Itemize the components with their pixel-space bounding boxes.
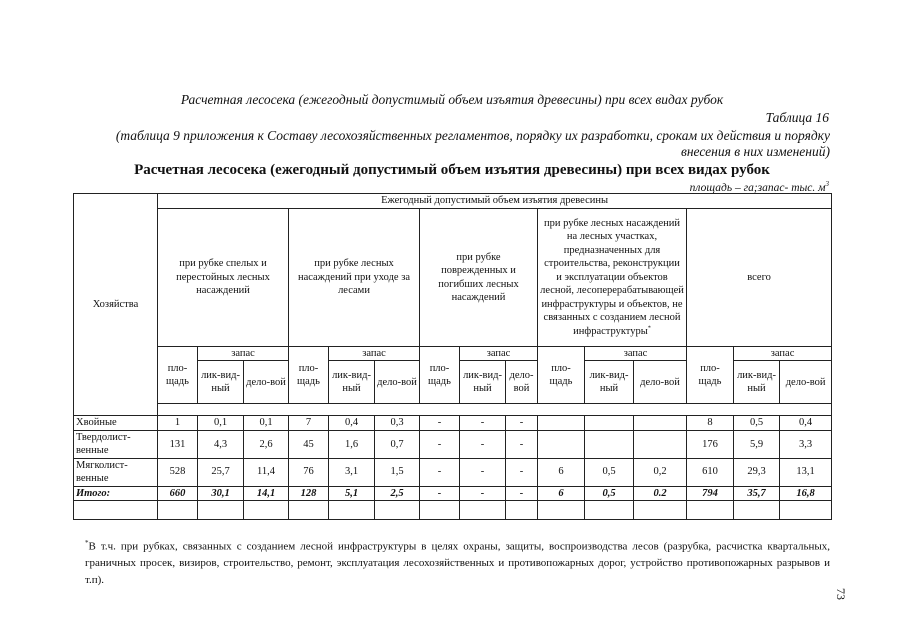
table-cell: 7 [289, 416, 329, 430]
sub-liquid: лик-вид-ный [460, 361, 506, 404]
table-row [74, 416, 832, 430]
empty-cell [375, 501, 420, 520]
empty-cell [734, 501, 780, 520]
row-name: Твердолист-венные [74, 430, 158, 458]
empty-cell [74, 501, 158, 520]
empty-cell [687, 501, 734, 520]
table-cell: 6 [538, 486, 585, 500]
group-infrastructure-header [538, 209, 687, 347]
footnote-ref: * [647, 325, 651, 332]
header-note: (таблица 9 приложения к Составу лесохозяйственных регламентов, порядку их разработки, срокам их действия и порядку внесения в них изменений) [115, 128, 830, 159]
table-cell: - [460, 430, 506, 458]
table-cell: 610 [687, 458, 734, 486]
table-cell [585, 416, 634, 430]
group-infrastructure-text: при рубке лесных насаждений на лесных участках, предназначенных для строительства, реконструкции и эксплуатации объектов лесной, лесоперерабатывающей инфраструктуры и объектов, не связанных с созданием лесной инфраструктуры [540, 218, 684, 337]
table-cell: 5,9 [734, 430, 780, 458]
table-cell: 176 [687, 430, 734, 458]
sub-business: дело-вой [244, 361, 289, 404]
table-cell: - [420, 416, 460, 430]
table-cell: 0.2 [634, 486, 687, 500]
table-cell: 14,1 [244, 486, 289, 500]
header-title: Расчетная лесосека (ежегодный допустимый объем изъятия древесины) при всех видах рубок [180, 92, 724, 107]
sub-area: пло-щадь [289, 347, 329, 404]
empty-cell [198, 501, 244, 520]
table-cell: 0,1 [244, 416, 289, 430]
sub-liquid: лик-вид-ный [734, 361, 780, 404]
table-cell: - [506, 416, 538, 430]
header-row-groups [74, 209, 832, 347]
main-title: Расчетная лесосека (ежегодный допустимый объем изъятия древесины) при всех видах рубок [134, 162, 770, 178]
group-mature-header: при рубке спелых и перестойных лесных насаждений [158, 209, 289, 347]
units-superscript: 3 [825, 180, 829, 188]
table-cell: 1,5 [375, 458, 420, 486]
table-cell [538, 430, 585, 458]
spacer-cell [158, 404, 832, 416]
sub-stock: запас [734, 347, 832, 361]
table-end-row [74, 501, 832, 520]
units-text: площадь – га;запас- тыс. м [689, 181, 826, 194]
table-cell: 0,2 [634, 458, 687, 486]
table-cell: 11,4 [244, 458, 289, 486]
table-cell: 0,3 [375, 416, 420, 430]
sub-liquid: лик-вид-ный [585, 361, 634, 404]
table-row [74, 430, 832, 458]
table-cell: 16,8 [780, 486, 832, 500]
empty-cell [420, 501, 460, 520]
table-cell: 0,5 [585, 486, 634, 500]
allowable-cut-table [73, 193, 832, 520]
sub-business: дело-вой [634, 361, 687, 404]
table-row [74, 458, 832, 486]
table-cell: 8 [687, 416, 734, 430]
table-cell: 131 [158, 430, 198, 458]
sub-area: пло-щадь [538, 347, 585, 404]
sub-business: дело-вой [375, 361, 420, 404]
row-name: Мягколист-венные [74, 458, 158, 486]
table-cell: 528 [158, 458, 198, 486]
table-cell: 3,1 [329, 458, 375, 486]
table-cell: 0,4 [780, 416, 832, 430]
sub-area: пло-щадь [687, 347, 734, 404]
table-cell [585, 430, 634, 458]
group-header: Ежегодный допустимый объем изъятия древесины [158, 194, 832, 209]
table-cell: 1,6 [329, 430, 375, 458]
footnote-text: В т.ч. при рубках, связанных с созданием лесной инфраструктуры в целях охраны, защиты, воспроизводства лесов (разрубка, расчистка квартальных, граничных просек, визиров, строительство, ремонт, эксплуатация лесохозяйственных и противопожарных дорог, устройство противопожарных разрывов и т.п). [85, 540, 830, 586]
empty-cell [634, 501, 687, 520]
table-cell: - [460, 458, 506, 486]
table-cell: 0,5 [585, 458, 634, 486]
table-cell: 4,3 [198, 430, 244, 458]
table-cell: 6 [538, 458, 585, 486]
empty-cell [158, 501, 198, 520]
table-cell: 35,7 [734, 486, 780, 500]
table-cell: 0,4 [329, 416, 375, 430]
table-cell: 0,5 [734, 416, 780, 430]
empty-cell [780, 501, 832, 520]
row-name: Хвойные [74, 416, 158, 430]
table-cell: 5,1 [329, 486, 375, 500]
row-name: Итого: [74, 486, 158, 500]
header-row-stock [74, 347, 832, 361]
empty-cell [289, 501, 329, 520]
group-care-header: при рубке лесных насаждений при уходе за лесами [289, 209, 420, 347]
header-row-group [74, 194, 832, 209]
table-cell: 25,7 [198, 458, 244, 486]
table-cell: - [460, 416, 506, 430]
total-row [74, 486, 832, 500]
header-spacer-row [74, 404, 832, 416]
table-cell: 1 [158, 416, 198, 430]
table-cell: 794 [687, 486, 734, 500]
group-total-header: всего [687, 209, 832, 347]
table-cell [538, 416, 585, 430]
empty-cell [460, 501, 506, 520]
table-cell [634, 416, 687, 430]
table-cell: 45 [289, 430, 329, 458]
sub-liquid: лик-вид-ный [198, 361, 244, 404]
table-cell: - [420, 430, 460, 458]
table-cell: - [506, 430, 538, 458]
sub-stock: запас [585, 347, 687, 361]
table-cell: 2,5 [375, 486, 420, 500]
group-damaged-header: при рубке поврежденных и погибших лесных насаждений [420, 209, 538, 347]
footnote-mark: * [85, 539, 89, 547]
table-cell: 660 [158, 486, 198, 500]
sub-stock: запас [460, 347, 538, 361]
table-cell: 2,6 [244, 430, 289, 458]
table-cell: 0,7 [375, 430, 420, 458]
sub-liquid: лик-вид-ный [329, 361, 375, 404]
table-cell: - [420, 486, 460, 500]
col-farm-header: Хозяйства [74, 194, 158, 416]
table-cell: 0,1 [198, 416, 244, 430]
table-cell: 29,3 [734, 458, 780, 486]
table-cell: 13,1 [780, 458, 832, 486]
table-number: Таблица 16 [765, 110, 829, 125]
table-cell: - [420, 458, 460, 486]
sub-business: дело-вой [780, 361, 832, 404]
empty-cell [506, 501, 538, 520]
table-cell: - [506, 486, 538, 500]
sub-business: дело-вой [506, 361, 538, 404]
page-number: 73 [834, 588, 848, 600]
sub-stock: запас [329, 347, 420, 361]
sub-area: пло-щадь [420, 347, 460, 404]
table-cell: - [506, 458, 538, 486]
table-cell: 3,3 [780, 430, 832, 458]
table-cell: 128 [289, 486, 329, 500]
empty-cell [244, 501, 289, 520]
sub-stock: запас [198, 347, 289, 361]
footnote [85, 538, 830, 588]
empty-cell [329, 501, 375, 520]
table-cell [634, 430, 687, 458]
empty-cell [538, 501, 585, 520]
table-cell: 76 [289, 458, 329, 486]
table-cell: - [460, 486, 506, 500]
sub-area: пло-щадь [158, 347, 198, 404]
table-cell: 30,1 [198, 486, 244, 500]
table-body [74, 416, 832, 520]
empty-cell [585, 501, 634, 520]
